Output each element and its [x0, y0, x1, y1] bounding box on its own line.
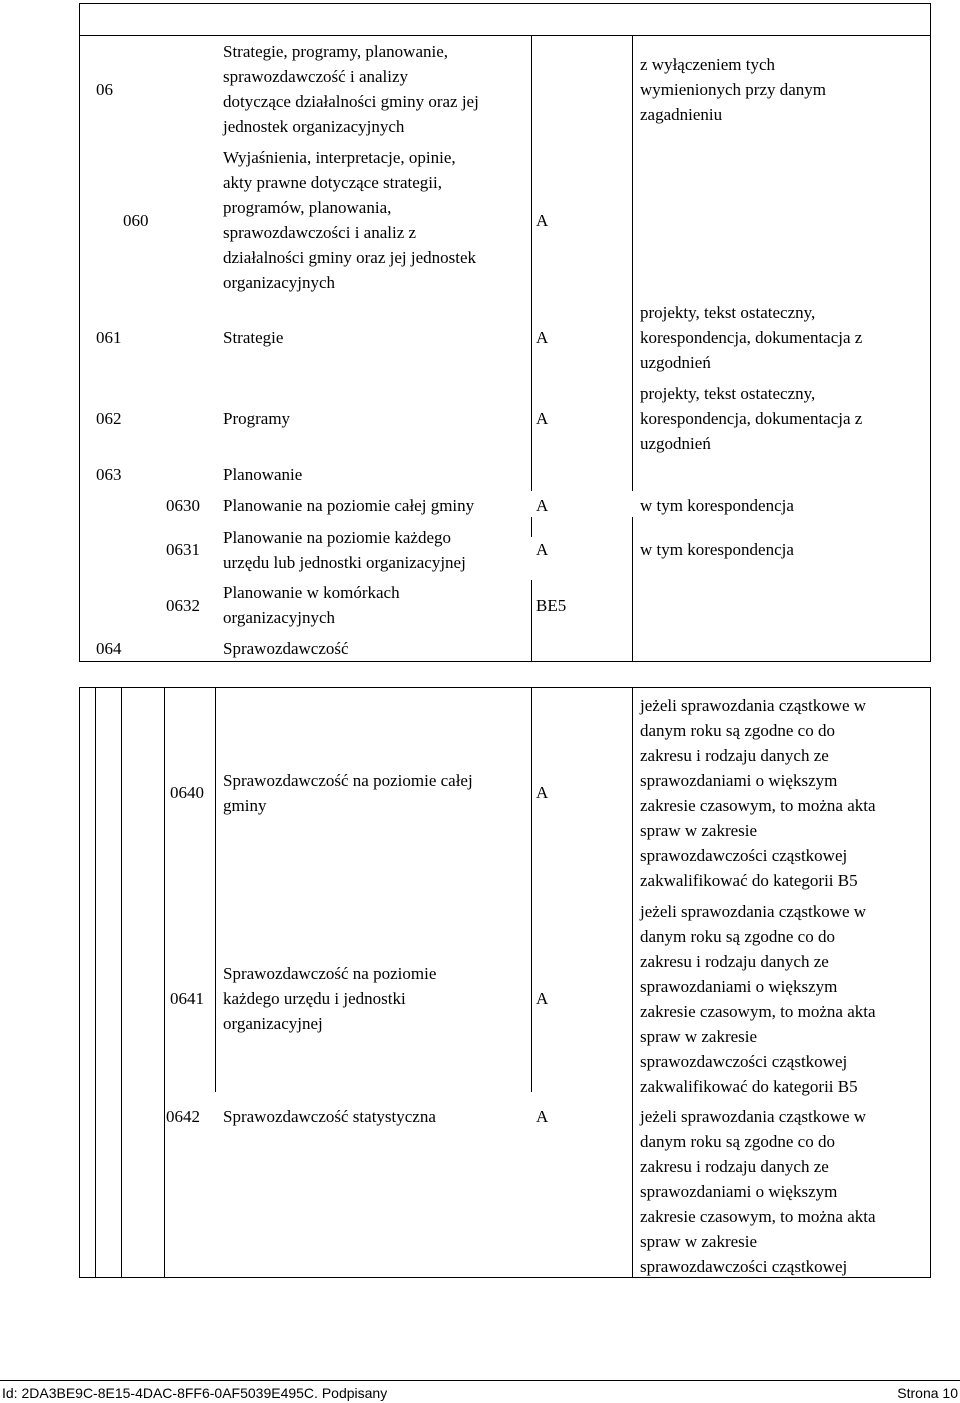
table-row-remarks: w tym korespondencja	[640, 496, 794, 515]
table-row-remarks: projekty, tekst ostateczny, korespondencja, dokumentacja z uzgodnień	[640, 303, 863, 372]
table-row-title: Programy	[223, 409, 291, 428]
table-row-remarks: projekty, tekst ostateczny, korespondencja, dokumentacja z uzgodnień	[640, 384, 863, 453]
table-row-category: A	[536, 540, 549, 559]
table-row-title: Planowanie na poziomie każdego urzędu lub jednostki organizacyjnej	[223, 528, 466, 572]
table-row-title: Sprawozdawczość na poziomie każdego urzędu i jednostki organizacyjnej	[223, 964, 437, 1033]
document-id: Id: 2DA3BE9C-8E15-4DAC-8FF6-0AF5039E495C. Podpisany	[2, 1385, 388, 1401]
table-row-remarks: jeżeli sprawozdania cząstkowe w danym roku są zgodne co do zakresu i rodzaju danych ze sprawozdaniami o większym zakresie czasowym, to można akta spraw w zakresie sprawozdawczości cząstkowej zakwalifikować do kategorii B5	[640, 902, 876, 1096]
table-row-remarks: jeżeli sprawozdania cząstkowe w danym roku są zgodne co do zakresu i rodzaju danych ze sprawozdaniami o większym zakresie czasowym, to można akta spraw w zakresie sprawozdawczości cząstkowej zakwalifikować do kategorii B5	[640, 696, 876, 890]
table-row-category: BE5	[536, 596, 567, 615]
table-row-category: A	[536, 211, 549, 230]
table-row-title: Planowanie w komórkach organizacyjnych	[223, 583, 400, 627]
table-row-code: 064	[96, 639, 122, 658]
table-row-category: A	[536, 1107, 549, 1126]
table-row-code: 0632	[166, 596, 200, 615]
table-row-code: 061	[96, 328, 122, 347]
table-row-category: A	[536, 783, 549, 802]
table-row-category: A	[536, 328, 549, 347]
table-row-remarks: z wyłączeniem tych wymienionych przy danym zagadnieniu	[640, 55, 827, 124]
table-row-category: A	[536, 989, 549, 1008]
table-row-title: Strategie, programy, planowanie, sprawozdawczość i analizy dotyczące działalności gminy oraz jej jednostek organizacyjnych	[223, 42, 479, 136]
table-row-code: 0631	[166, 540, 200, 559]
table-row-remarks: w tym korespondencja	[640, 540, 794, 559]
table-row-code: 063	[96, 465, 122, 484]
table-row-title: Sprawozdawczość	[223, 639, 349, 658]
table-row-category: A	[536, 409, 549, 428]
table-row-title: Strategie	[223, 328, 284, 347]
table-row-title: Sprawozdawczość na poziomie całej gminy	[223, 771, 473, 815]
table-row-title: Planowanie	[223, 465, 303, 484]
table-row-code: 062	[96, 409, 122, 428]
table-row-code: 0641	[170, 989, 204, 1008]
table-row-code: 060	[123, 211, 149, 230]
table-row-remarks: jeżeli sprawozdania cząstkowe w danym roku są zgodne co do zakresu i rodzaju danych ze sprawozdaniami o większym zakresie czasowym, to można akta spraw w zakresie sprawozdawczości cząstkowej	[640, 1107, 876, 1276]
table-row-code: 0640	[170, 783, 204, 802]
table-row-code: 0630	[166, 496, 200, 515]
page-number: Strona 10	[897, 1385, 958, 1401]
table-row-category: A	[536, 496, 549, 515]
table-row-title: Sprawozdawczość statystyczna	[223, 1107, 436, 1126]
table-row-title: Wyjaśnienia, interpretacje, opinie, akty prawne dotyczące strategii, programów, planowania, sprawozdawczości i analiz z działalności gminy oraz jej jednostek organizacyjnych	[223, 148, 477, 292]
table-row-code: 0642	[166, 1107, 200, 1126]
table-row-title: Planowanie na poziomie całej gminy	[223, 496, 475, 515]
table-row-code: 06	[96, 80, 113, 99]
